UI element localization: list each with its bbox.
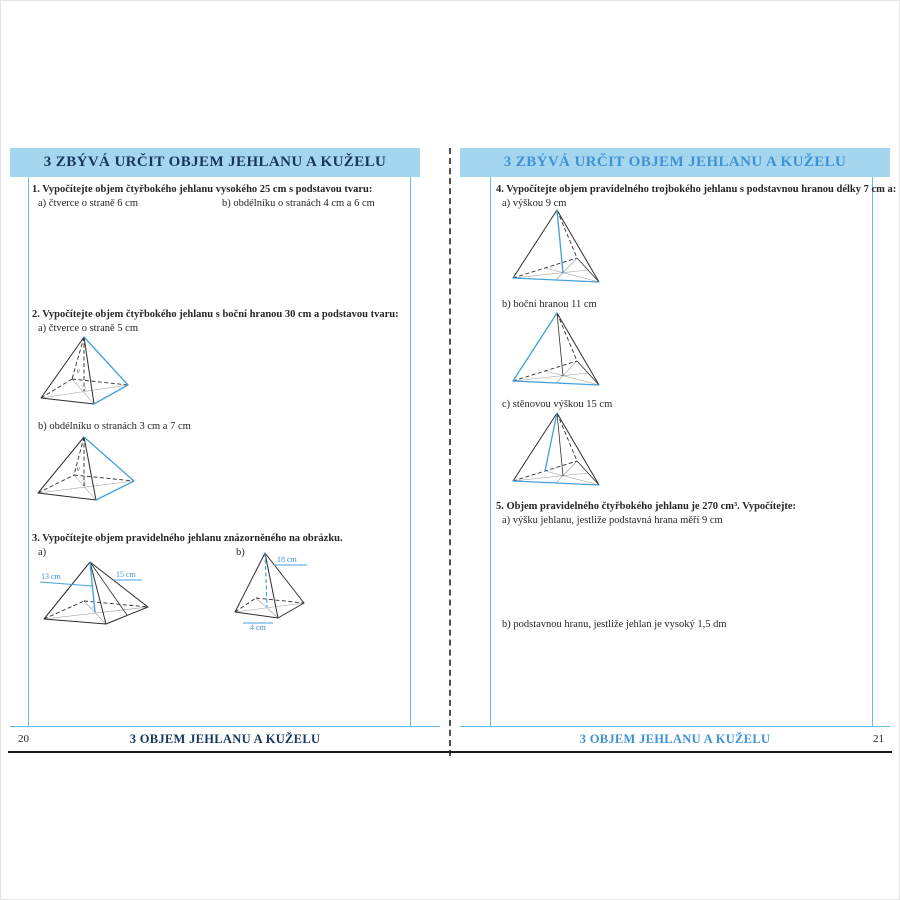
figure-label-13cm: 13 cm [41, 572, 61, 581]
footer-title-left: 3 OBJEM JEHLANU A KUŽELU [129, 732, 321, 746]
problem-4a: a) výškou 9 cm [502, 198, 567, 209]
problem-1a: a) čtverce o straně 6 cm [38, 198, 138, 209]
problem-2-title: 2. Vypočítejte objem čtyřbokého jehlanu s boční hranou 30 cm a podstavou tvaru: [32, 309, 399, 320]
pyramid-figure-2a [36, 334, 136, 409]
problem-5b: b) podstavnou hranu, jestliže jehlan je vysoký 1,5 dm [502, 619, 727, 630]
footer-rule-right [460, 726, 890, 727]
footer-rule-left [10, 726, 440, 727]
chapter-header-right: 3 ZBÝVÁ URČIT OBJEM JEHLANU A KUŽELU [460, 148, 890, 177]
spine-divider [449, 148, 451, 756]
figure-label-v-2a: v [76, 366, 80, 375]
page-right [455, 148, 897, 755]
pyramid-figure-4c [507, 409, 607, 494]
problem-5a: a) výšku jehlanu, jestliže podstavná hrana měří 9 cm [502, 515, 723, 526]
pyramid-figure-2b [34, 434, 139, 504]
problem-1b: b) obdélníku o stranách 4 cm a 6 cm [222, 198, 375, 209]
problem-4b: b) boční hranou 11 cm [502, 299, 597, 310]
figure-label-18cm: 18 cm [277, 555, 297, 564]
problem-2a: a) čtverce o straně 5 cm [38, 323, 138, 334]
pyramid-figure-4a [507, 206, 607, 291]
pyramid-figure-3a [38, 558, 153, 630]
page-left [10, 148, 445, 755]
figure-label-4cm: 4 cm [250, 623, 266, 632]
figure-label-15cm: 15 cm [116, 570, 136, 579]
pyramid-figure-3b [228, 550, 313, 630]
figure-label-v-2b: v [76, 464, 80, 473]
pyramid-figure-4b [507, 309, 607, 394]
problem-5-title: 5. Objem pravidelného čtyřbokého jehlanu je 270 cm³. Vypočítejte: [496, 501, 797, 512]
problem-4-title: 4. Vypočítejte objem pravidelného trojbokého jehlanu s podstavnou hranou délky 7 cm a: [496, 184, 897, 195]
problem-3b-label: b) [236, 547, 245, 558]
problem-3-title: 3. Vypočítejte objem pravidelného jehlanu znázorněného na obrázku. [32, 533, 343, 544]
page-number-left: 20 [18, 733, 29, 745]
problem-2b: b) obdélníku o stranách 3 cm a 7 cm [38, 421, 191, 432]
problem-1-title: 1. Vypočítejte objem čtyřbokého jehlanu vysokého 25 cm s podstavou tvaru: [32, 184, 373, 195]
chapter-header-left: 3 ZBÝVÁ URČIT OBJEM JEHLANU A KUŽELU [10, 148, 420, 177]
footer-title-right: 3 OBJEM JEHLANU A KUŽELU [579, 732, 771, 746]
page-number-right: 21 [873, 733, 884, 745]
problem-3a-label: a) [38, 547, 47, 558]
problem-4c: c) stěnovou výškou 15 cm [502, 399, 613, 410]
